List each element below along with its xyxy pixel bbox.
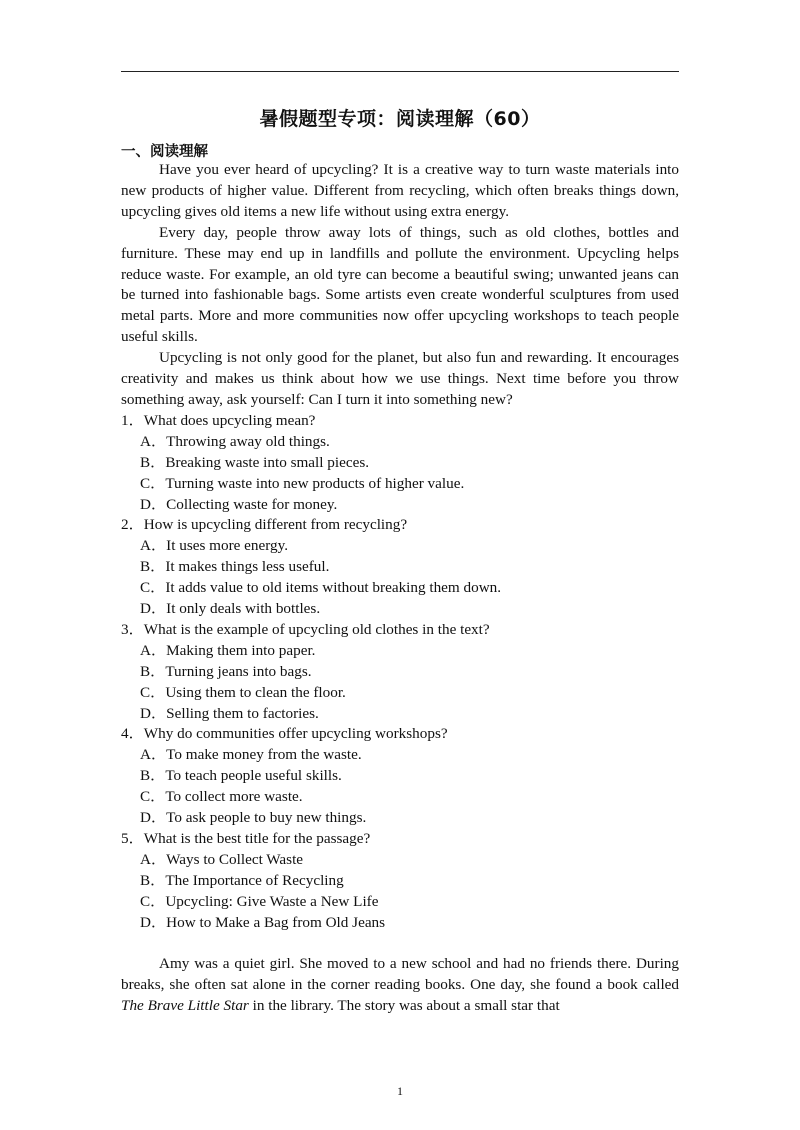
question-stem: 1．What does upcycling mean? xyxy=(121,411,316,429)
spacer xyxy=(121,934,679,955)
question-5 xyxy=(121,829,679,934)
passage-1 xyxy=(121,160,679,411)
page-number: 1 xyxy=(397,1084,403,1098)
question-2 xyxy=(121,515,679,620)
passage-2-text: in the library. The story was about a small star that xyxy=(248,997,560,1015)
header-rule xyxy=(121,71,679,72)
answer-option: D．Selling them to factories. xyxy=(140,704,319,722)
answer-option: D．To ask people to buy new things. xyxy=(140,809,367,827)
answer-option: C．Turning waste into new products of higher value. xyxy=(140,474,465,492)
answer-option: D．It only deals with bottles. xyxy=(140,600,321,618)
answer-option: C．It adds value to old items without breaking them down. xyxy=(140,579,502,597)
passage-paragraph: Have you ever heard of upcycling? It is a creative way to turn waste materials into new products of higher value. Different from recycling, which often breaks things down, upcycling gives old items a new life without using extra energy. xyxy=(121,161,679,220)
question-3 xyxy=(121,620,679,725)
question-4 xyxy=(121,724,679,829)
answer-option: D．Collecting waste for money. xyxy=(140,495,338,513)
answer-option: A．Making them into paper. xyxy=(140,641,316,659)
answer-option: A．Ways to Collect Waste xyxy=(140,850,304,868)
answer-option: C．To collect more waste. xyxy=(140,788,303,806)
answer-option: A．Throwing away old things. xyxy=(140,432,330,450)
answer-option: C．Upcycling: Give Waste a New Life xyxy=(140,892,379,910)
passage-2-text: Amy was a quiet girl. She moved to a new school and had no friends there. During breaks, she often sat alone in the corner reading books. One day, she found a book called xyxy=(121,955,679,994)
book-title: The Brave Little Star xyxy=(121,997,249,1015)
question-stem: 5．What is the best title for the passage? xyxy=(121,830,371,847)
question-stem: 3．What is the example of upcycling old clothes in the text? xyxy=(121,620,490,638)
question-1 xyxy=(121,411,679,516)
question-stem: 2．How is upcycling different from recycling? xyxy=(121,516,408,534)
answer-option: B．Turning jeans into bags. xyxy=(140,662,312,680)
page-title: 暑假题型专项：阅读理解（60） xyxy=(259,108,541,130)
answer-option: B．Breaking waste into small pieces. xyxy=(140,453,370,471)
passage-paragraph: Upcycling is not only good for the planet, but also fun and rewarding. It encourages creativity and makes us think about how we use things. Next time before you throw something away, ask yourself: Can I turn it into something new? xyxy=(121,349,679,408)
answer-option: A．It uses more energy. xyxy=(140,537,289,555)
answer-option: B．It makes things less useful. xyxy=(140,558,330,576)
question-list xyxy=(121,411,679,934)
answer-option: A．To make money from the waste. xyxy=(140,746,362,764)
answer-option: B．The Importance of Recycling xyxy=(140,871,344,889)
answer-option: C．Using them to clean the floor. xyxy=(140,683,346,701)
answer-option: D．How to Make a Bag from Old Jeans xyxy=(140,913,386,931)
document-body xyxy=(121,160,679,1017)
passage-paragraph: Every day, people throw away lots of things, such as old clothes, bottles and furniture. These may end up in landfills and pollute the environment. Upcycling helps reduce waste. For example, an old tyre can become a beautiful swing; unwanted jeans can be turned into fashionable bags. Some artists even create wonderful sculptures from used metal parts. More and more communities now offer upcycling workshops to teach people useful skills. xyxy=(121,223,679,346)
passage-2-paragraph xyxy=(121,954,679,1017)
answer-option: B．To teach people useful skills. xyxy=(140,767,342,785)
section-heading: 一、阅读理解 xyxy=(121,144,208,160)
question-stem: 4．Why do communities offer upcycling workshops? xyxy=(121,725,448,743)
